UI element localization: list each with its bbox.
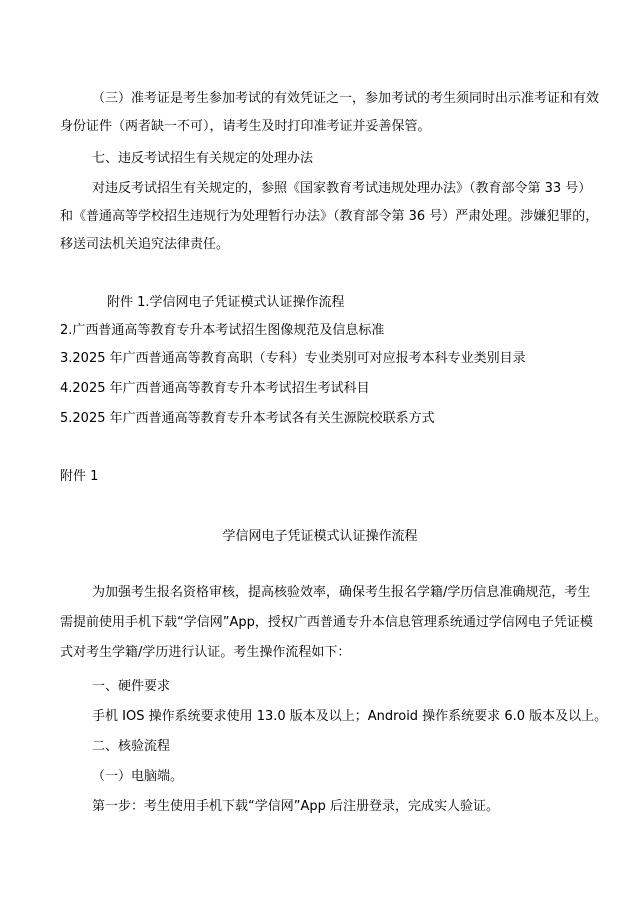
attachment-item-1: 附件 1.学信网电子凭证模式认证操作流程 <box>107 295 345 310</box>
intro-paragraph-line-2: 需提前使用手机下载“学信网”App，授权广西普通专升本信息管理系统通过学信网电子凭证模 <box>60 615 593 630</box>
hardware-requirements-text: 手机 IOS 操作系统要求使用 13.0 版本及以上；Android 操作系统要求 6.0 版本及以上。 <box>92 709 608 724</box>
appendix-title: 学信网电子凭证模式认证操作流程 <box>222 529 418 544</box>
attachment-item-2: 2.广西普通高等教育专升本考试招生图像规范及信息标准 <box>60 323 385 338</box>
intro-paragraph-line-1: 为加强考生报名资格审核，提高核验效率，确保考生报名学籍/学历信息准确规范，考生 <box>92 585 591 600</box>
step-1-text: 第一步：考生使用手机下载“学信网”App 后注册登录，完成实人验证。 <box>92 799 499 814</box>
violation-paragraph-line-2: 和《普通高等学校招生违规行为处理暂行办法》（教育部令第 36 号）严肃处理。涉嫌犯罪的， <box>60 209 599 224</box>
attachment-item-4: 4.2025 年广西普通高等教育专升本考试招生考试科目 <box>60 381 370 396</box>
verify-process-heading: 二、核验流程 <box>92 739 171 754</box>
intro-paragraph-line-3: 式对考生学籍/学历进行认证。考生操作流程如下： <box>60 645 351 660</box>
admission-ticket-paragraph-line-2: 身份证件（两者缺一不可），请考生及时打印准考证并妥善保管。 <box>60 119 431 134</box>
violation-paragraph-line-1: 对违反考试招生有关规定的，参照《国家教育考试违规处理办法》（教育部令第 33 号） <box>92 181 592 196</box>
admission-ticket-paragraph-line-1: （三）准考证是考生参加考试的有效凭证之一，参加考试的考生须同时出示准考证和有效 <box>92 91 600 106</box>
pc-section-heading: （一）电脑端。 <box>92 769 184 784</box>
attachment-item-3: 3.2025 年广西普通高等教育高职（专科）专业类别可对应报考本科专业类别目录 <box>60 351 526 366</box>
hardware-heading: 一、硬件要求 <box>92 679 171 694</box>
attachment-item-5: 5.2025 年广西普通高等教育专升本考试各有关生源院校联系方式 <box>60 411 435 426</box>
appendix-label: 附件 1 <box>60 469 99 484</box>
violation-paragraph-line-3: 移送司法机关追究法律责任。 <box>60 237 230 252</box>
section-7-heading: 七、违反考试招生有关规定的处理办法 <box>92 151 314 166</box>
